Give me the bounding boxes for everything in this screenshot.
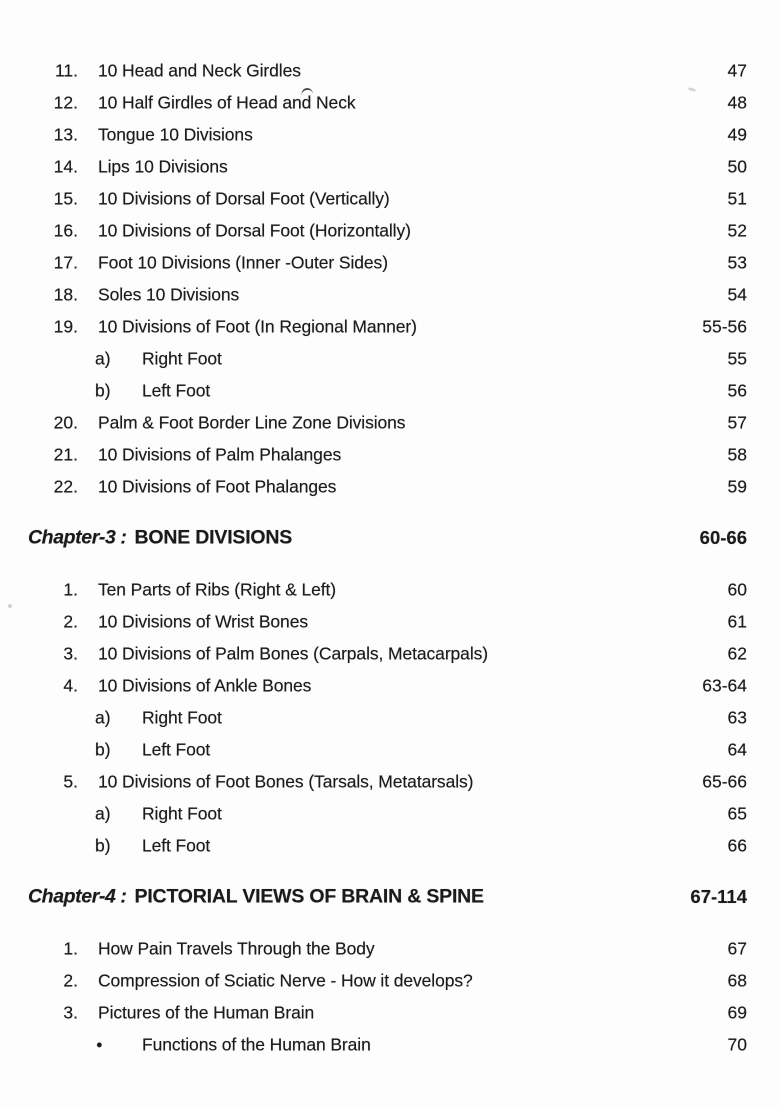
entry-marker: 1. (63, 579, 78, 600)
entry-marker: b) (95, 835, 111, 856)
toc-entry (0, 279, 780, 311)
entry-marker: 12. (53, 92, 78, 113)
entry-title: 10 Divisions of Dorsal Foot (Vertically) (98, 188, 390, 209)
entry-page-number: 55-56 (702, 316, 747, 337)
entry-title: 10 Half Girdles of Head and Neck (98, 92, 356, 113)
toc-entry (0, 606, 780, 638)
entry-marker: 2. (63, 611, 78, 632)
entry-marker: 18. (53, 284, 78, 305)
entry-marker: a) (95, 348, 111, 369)
entry-title: Compression of Sciatic Nerve - How it develops? (98, 970, 473, 991)
entry-title: Soles 10 Divisions (98, 284, 240, 305)
toc-subentry (0, 734, 780, 766)
entry-title: Left Foot (142, 380, 211, 401)
toc-entry (0, 574, 780, 606)
entry-marker: 13. (53, 124, 78, 145)
entry-title: 10 Divisions of Wrist Bones (98, 611, 308, 632)
entry-marker: 14. (53, 156, 78, 177)
entry-page-number: 69 (727, 1002, 747, 1023)
entry-page-number: 63-64 (702, 675, 747, 696)
toc-entry (0, 119, 780, 151)
entry-page-number: 51 (727, 188, 747, 209)
toc-entry (0, 183, 780, 215)
toc-bullet-entry (0, 1029, 780, 1061)
toc-entry (0, 670, 780, 702)
toc-subentry (0, 830, 780, 862)
toc-entry (0, 965, 780, 997)
entry-page-number: 55 (727, 348, 747, 369)
chapter-heading (0, 519, 780, 557)
toc-entry (0, 55, 780, 87)
entry-marker: 3. (63, 1002, 78, 1023)
entry-page-number: 62 (727, 643, 747, 664)
toc-entry (0, 151, 780, 183)
toc-entry (0, 247, 780, 279)
entry-title: 10 Divisions of Foot Bones (Tarsals, Metatarsals) (98, 771, 474, 792)
toc-subentry (0, 375, 780, 407)
entry-page-number: 57 (727, 412, 747, 433)
entry-title: 10 Divisions of Foot Phalanges (98, 476, 337, 497)
entry-page-number: 66 (727, 835, 747, 856)
entry-marker: a) (95, 803, 111, 824)
entry-page-number: 48 (727, 92, 747, 113)
entry-page-number: 49 (727, 124, 747, 145)
entry-title: 10 Divisions of Dorsal Foot (Horizontally) (98, 220, 411, 241)
entry-marker: b) (95, 380, 111, 401)
entry-page-number: 50 (727, 156, 747, 177)
entry-marker: 15. (53, 188, 78, 209)
entry-title: How Pain Travels Through the Body (98, 938, 375, 959)
entry-marker: 20. (53, 412, 78, 433)
entry-marker: 3. (63, 643, 78, 664)
entry-page-number: 70 (727, 1034, 747, 1055)
entry-page-number: 67 (727, 938, 747, 959)
entry-title: 10 Divisions of Palm Phalanges (98, 444, 342, 465)
chapter-heading-text (28, 527, 292, 550)
toc-entry (0, 638, 780, 670)
entry-title: Pictures of the Human Brain (98, 1002, 315, 1023)
toc-entry (0, 766, 780, 798)
entry-marker: 1. (63, 938, 78, 959)
toc-entry (0, 471, 780, 503)
bullet-icon: ● (96, 1038, 103, 1051)
toc-subentry (0, 798, 780, 830)
toc-entry (0, 407, 780, 439)
entry-marker: 11. (54, 60, 78, 81)
entry-page-number: 59 (727, 476, 747, 497)
entry-page-number: 58 (727, 444, 747, 465)
entry-title: Functions of the Human Brain (142, 1034, 371, 1055)
toc-entry (0, 933, 780, 965)
entry-title: Right Foot (142, 803, 222, 824)
toc-entry (0, 311, 780, 343)
entry-marker: 16. (53, 220, 78, 241)
chapter-label: Chapter-3 : (28, 526, 127, 549)
toc-entry (0, 439, 780, 471)
chapter-heading-text (28, 886, 484, 909)
entry-title: Palm & Foot Border Line Zone Divisions (98, 412, 406, 433)
entry-page-number: 54 (727, 284, 747, 305)
entry-marker: 4. (63, 675, 78, 696)
entry-page-number: 64 (727, 739, 747, 760)
chapter-page-range: 67-114 (690, 886, 747, 907)
chapter-title: PICTORIAL VIEWS OF BRAIN & SPINE (134, 885, 484, 908)
entry-title: 10 Head and Neck Girdles (98, 60, 301, 81)
chapter-label: Chapter-4 : (28, 885, 127, 908)
chapter-page-range: 60-66 (699, 527, 747, 548)
toc-entry (0, 215, 780, 247)
entry-title: 10 Divisions of Palm Bones (Carpals, Metacarpals) (98, 643, 488, 664)
entry-page-number: 56 (727, 380, 747, 401)
entry-title: Ten Parts of Ribs (Right & Left) (98, 579, 337, 600)
entry-page-number: 60 (727, 579, 747, 600)
entry-title: 10 Divisions of Foot (In Regional Manner) (98, 316, 417, 337)
entry-page-number: 65-66 (702, 771, 747, 792)
entry-marker: a) (95, 707, 111, 728)
entry-title: Left Foot (142, 835, 211, 856)
scan-artifact (8, 604, 12, 608)
entry-marker: 19. (53, 316, 78, 337)
entry-title: 10 Divisions of Ankle Bones (98, 675, 312, 696)
entry-marker: 17. (53, 252, 78, 273)
entry-title: Right Foot (142, 348, 222, 369)
entry-page-number: 53 (727, 252, 747, 273)
entry-title: Left Foot (142, 739, 211, 760)
entry-page-number: 68 (727, 970, 747, 991)
entry-marker: 22. (53, 476, 78, 497)
entry-page-number: 47 (727, 60, 747, 81)
toc-entry (0, 997, 780, 1029)
entry-page-number: 52 (727, 220, 747, 241)
entry-title: Lips 10 Divisions (98, 156, 228, 177)
entry-marker: b) (95, 739, 111, 760)
entry-page-number: 63 (727, 707, 747, 728)
chapter-title: BONE DIVISIONS (134, 526, 293, 549)
toc-subentry (0, 343, 780, 375)
chapter-heading (0, 878, 780, 916)
entry-marker: 2. (63, 970, 78, 991)
entry-title: Tongue 10 Divisions (98, 124, 253, 145)
entry-marker: 21. (53, 444, 78, 465)
entry-title: Foot 10 Divisions (Inner -Outer Sides) (98, 252, 388, 273)
entry-marker: 5. (63, 771, 78, 792)
toc-subentry (0, 702, 780, 734)
entry-title: Right Foot (142, 707, 222, 728)
toc-entry (0, 87, 780, 119)
entry-page-number: 65 (727, 803, 747, 824)
entry-page-number: 61 (727, 611, 747, 632)
